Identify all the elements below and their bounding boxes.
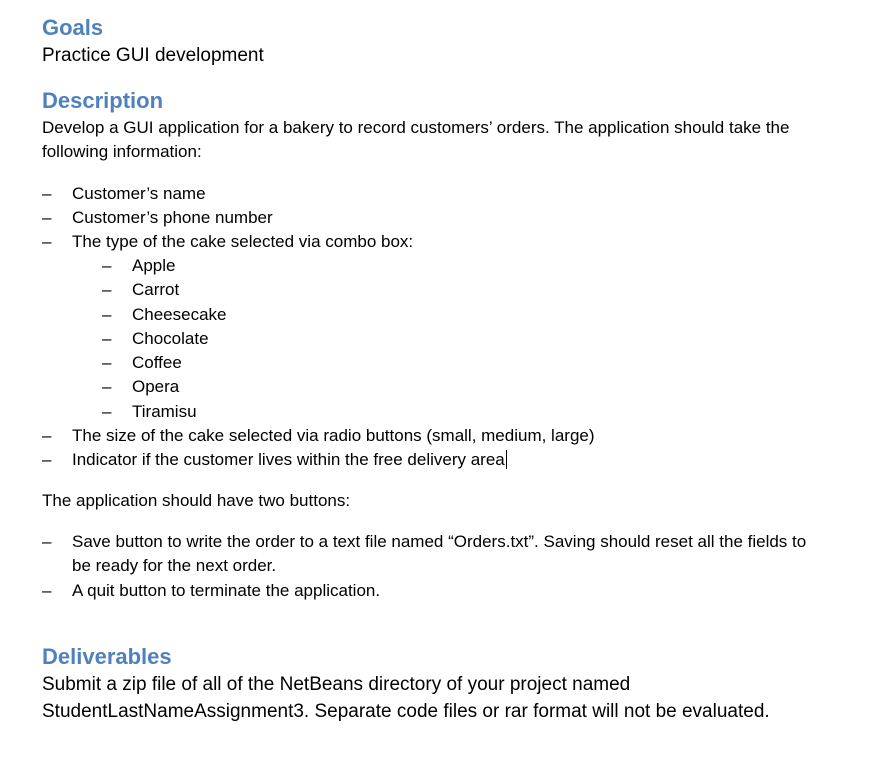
list-item [42,579,842,603]
dash-bullet: – [102,377,112,397]
dash-bullet: – [42,232,52,251]
list-item [42,400,842,424]
dash-bullet: – [102,304,112,324]
list-item-text: The size of the cake selected via radio buttons (small, medium, large) [72,426,595,446]
dash-bullet: – [42,532,52,552]
requirements-list [42,182,842,254]
deliverables-heading: Deliverables [42,644,172,670]
cake-type-coffee: Coffee [132,353,182,373]
dash-bullet: – [42,450,52,470]
text-cursor [506,450,507,469]
list-item-text: Indicator if the customer lives within the free delivery area [72,450,505,470]
list-item-text: Customer’s name [72,184,206,203]
buttons-list [42,530,842,603]
list-item [42,375,842,399]
cake-type-tiramisu: Tiramisu [132,401,197,421]
list-item [42,327,842,351]
cake-type-opera: Opera [132,377,180,397]
deliverables-text: Submit a zip file of all of the NetBeans directory of your project named StudentLastNameAssignment3. Separate code files or rar format will not be evaluated. [42,674,770,723]
dash-bullet: – [102,256,112,275]
dash-bullet: – [42,208,52,227]
list-item-text: The type of the cake selected via combo box: [72,232,414,251]
cake-types-list [42,254,842,424]
goals-heading: Goals [42,15,104,40]
list-item [42,303,842,327]
more-requirements-list [42,424,842,472]
list-item [42,254,842,278]
description-heading: Description [42,88,164,113]
cake-type-apple: Apple [132,256,176,275]
description-intro: Develop a GUI application for a bakery to record customers’ orders. The application should take the following information: [42,118,790,161]
dash-bullet: – [102,401,112,421]
dash-bullet: – [102,353,112,373]
dash-bullet: – [102,280,112,300]
list-item [42,230,842,254]
dash-bullet: – [42,184,52,203]
cake-type-cheesecake: Cheesecake [132,304,227,324]
list-item [42,424,842,448]
list-item [42,182,842,206]
list-item [42,530,842,578]
dash-bullet: – [42,426,52,446]
goals-text: Practice GUI development [42,45,264,66]
list-item [42,351,842,375]
list-item-text: Customer’s phone number [72,208,273,227]
buttons-intro: The application should have two buttons: [42,491,351,511]
cake-type-chocolate: Chocolate [132,328,209,348]
document-page [42,14,842,725]
list-item-text: A quit button to terminate the application. [72,581,381,601]
dash-bullet: – [102,328,112,348]
dash-bullet: – [42,581,52,601]
list-item [42,278,842,302]
list-item [42,206,842,230]
list-item-text: Save button to write the order to a text file named “Orders.txt”. Saving should reset all the fields to be ready for the next order. [72,532,807,576]
cake-type-carrot: Carrot [132,280,180,300]
list-item [42,448,842,472]
